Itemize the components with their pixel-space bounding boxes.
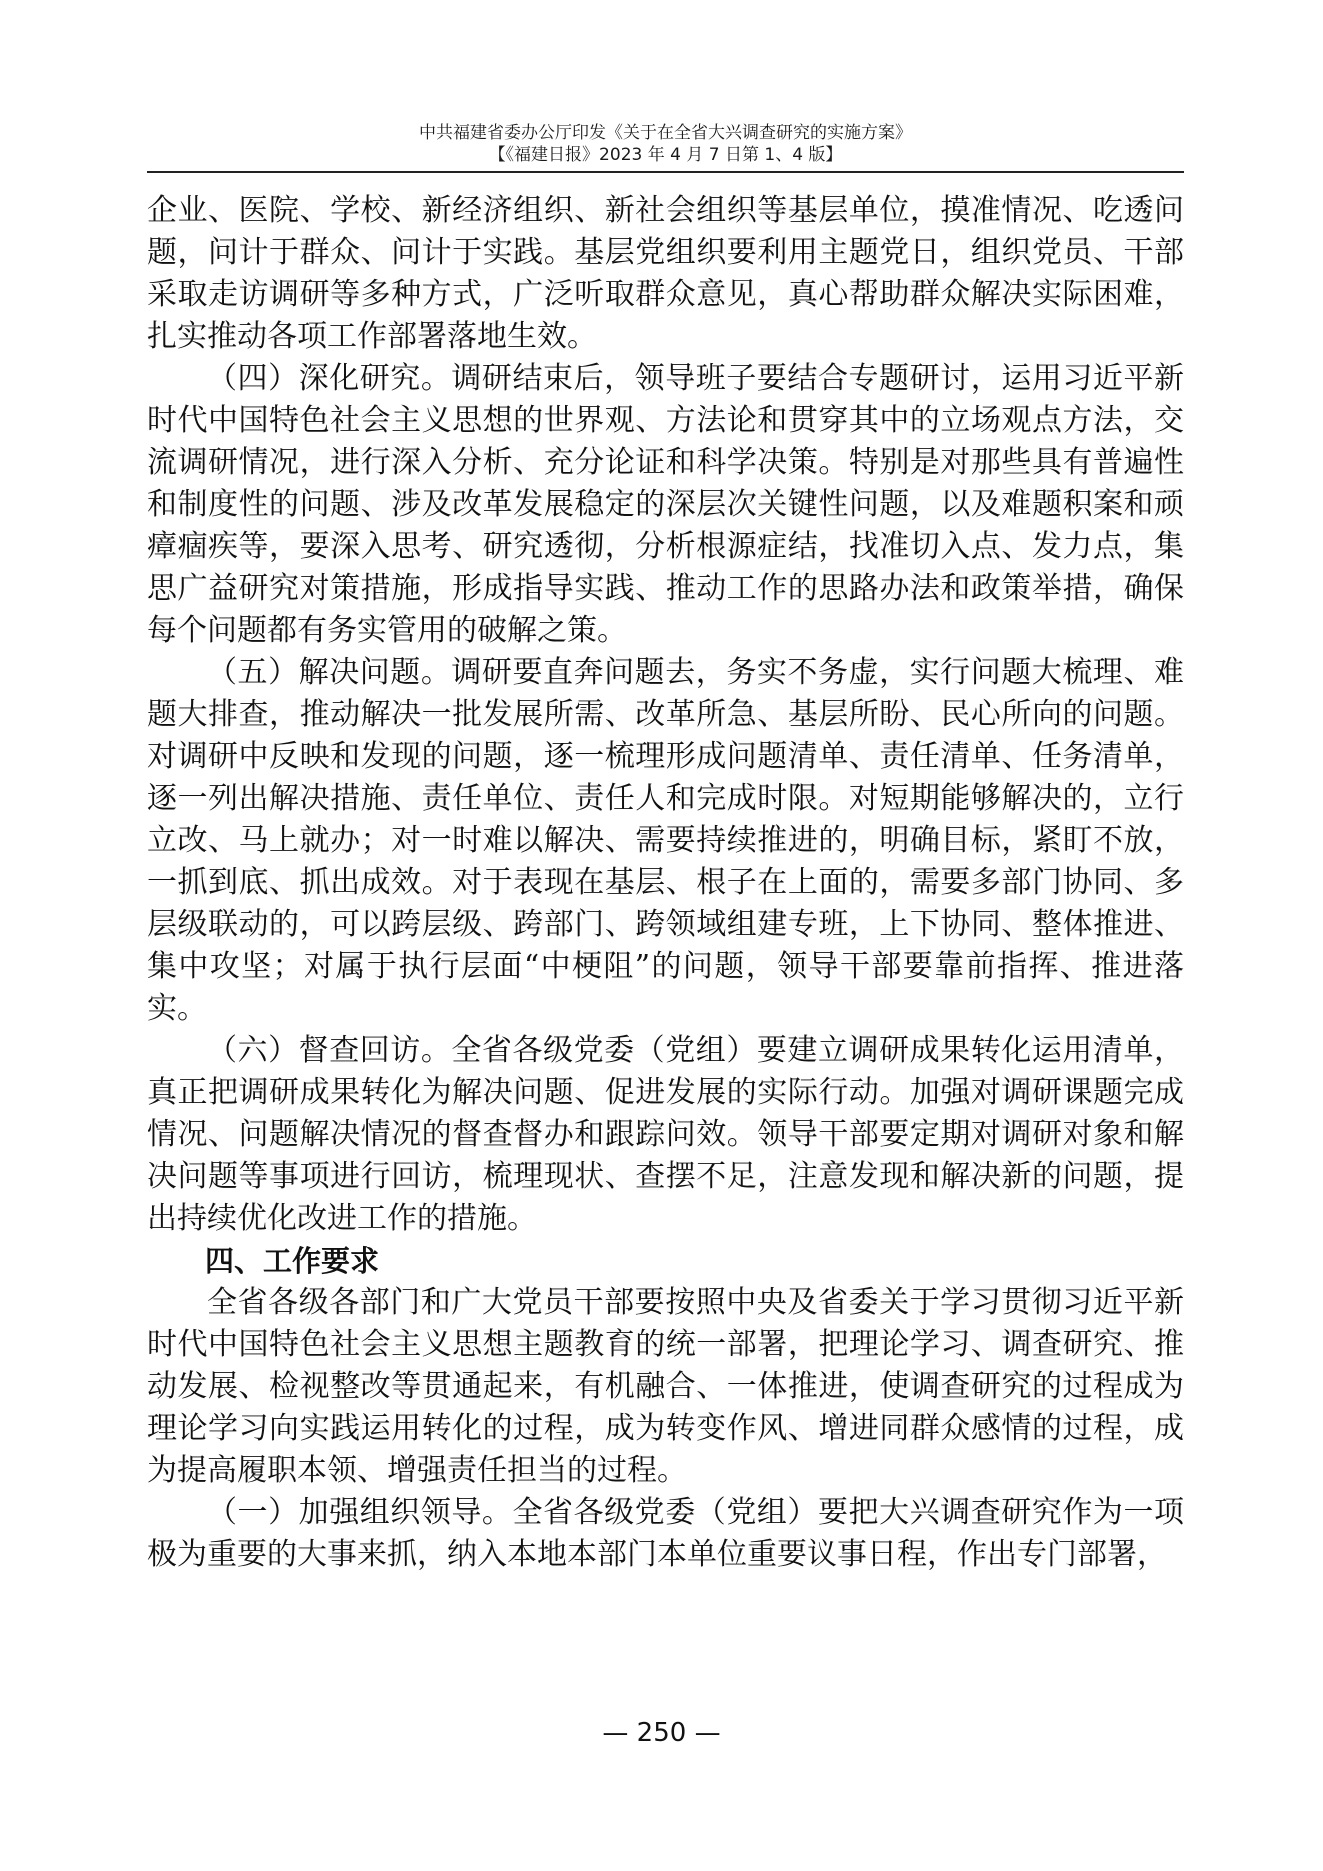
page-number: — 250 — — [602, 1718, 721, 1748]
paragraph-strengthen-leadership: （一）加强组织领导。全省各级党委（党组）要把大兴调查研究作为一项极为重要的大事来抓，纳入本地本部门本单位重要议事日程，作出专门部署， — [147, 1495, 1184, 1572]
paragraph-deepen-research: （四）深化研究。调研结束后，领导班子要结合专题研讨，运用习近平新时代中国特色社会主义思想的世界观、方法论和贯穿其中的立场观点方法，交流调研情况，进行深入分析、充分论证和科学决策。特别是对那些具有普遍性和制度性的问题、涉及改革发展稳定的深层次关键性问题，以及难题积案和顽瘴痼疾等，要深入思考、研究透彻，分析根源症结，找准切入点、发力点，集思广益研究对策措施，形成指导实践、推动工作的思路办法和政策举措，确保每个问题都有务实管用的破解之策。 — [147, 361, 1184, 648]
paragraph-continued: 企业、医院、学校、新经济组织、新社会组织等基层单位，摸准情况、吃透问题，问计于群众、问计于实践。基层党组织要利用主题党日，组织党员、干部采取走访调研等多种方式，广泛听取群众意见，真心帮助群众解决实际困难，扎实推动各项工作部署落地生效。 — [147, 193, 1184, 354]
header-rule — [147, 171, 1184, 173]
paragraph-requirements-intro: 全省各级各部门和广大党员干部要按照中央及省委关于学习贯彻习近平新时代中国特色社会主义思想主题教育的统一部署，把理论学习、调查研究、推动发展、检视整改等贯通起来，有机融合、一体推进，使调查研究的过程成为理论学习向实践运用转化的过程，成为转变作风、增进同群众感情的过程，成为提高履职本领、增强责任担当的过程。 — [147, 1285, 1184, 1488]
section-heading-work-requirements: 四、工作要求 — [205, 1244, 380, 1278]
running-header — [147, 122, 1184, 173]
paragraph-supervision-revisit: （六）督查回访。全省各级党委（党组）要建立调研成果转化运用清单，真正把调研成果转化为解决问题、促进发展的实际行动。加强对调研课题完成情况、问题解决情况的督查督办和跟踪问效。领导干部要定期对调研对象和解决问题等事项进行回访，梳理现状、查摆不足，注意发现和解决新的问题，提出持续优化改进工作的措施。 — [147, 1033, 1184, 1236]
document-body — [147, 190, 1184, 1576]
paragraph-solve-problems: （五）解决问题。调研要直奔问题去，务实不务虚，实行问题大梳理、难题大排查，推动解决一批发展所需、改革所急、基层所盼、民心所向的问题。对调研中反映和发现的问题，逐一梳理形成问题清单、责任清单、任务清单，逐一列出解决措施、责任单位、责任人和完成时限。对短期能够解决的，立行立改、马上就办；对一时难以解决、需要持续推进的，明确目标，紧盯不放，一抓到底、抓出成效。对于表现在基层、根子在上面的，需要多部门协同、多层级联动的，可以跨层级、跨部门、跨领域组建专班，上下协同、整体推进、集中攻坚；对属于执行层面“中梗阻”的问题，领导干部要靠前指挥、推进落实。 — [147, 655, 1184, 1026]
header-source: 【《福建日报》2023 年 4 月 7 日第 1、4 版】 — [488, 145, 843, 165]
header-title: 中共福建省委办公厅印发《关于在全省大兴调查研究的实施方案》 — [419, 123, 912, 143]
